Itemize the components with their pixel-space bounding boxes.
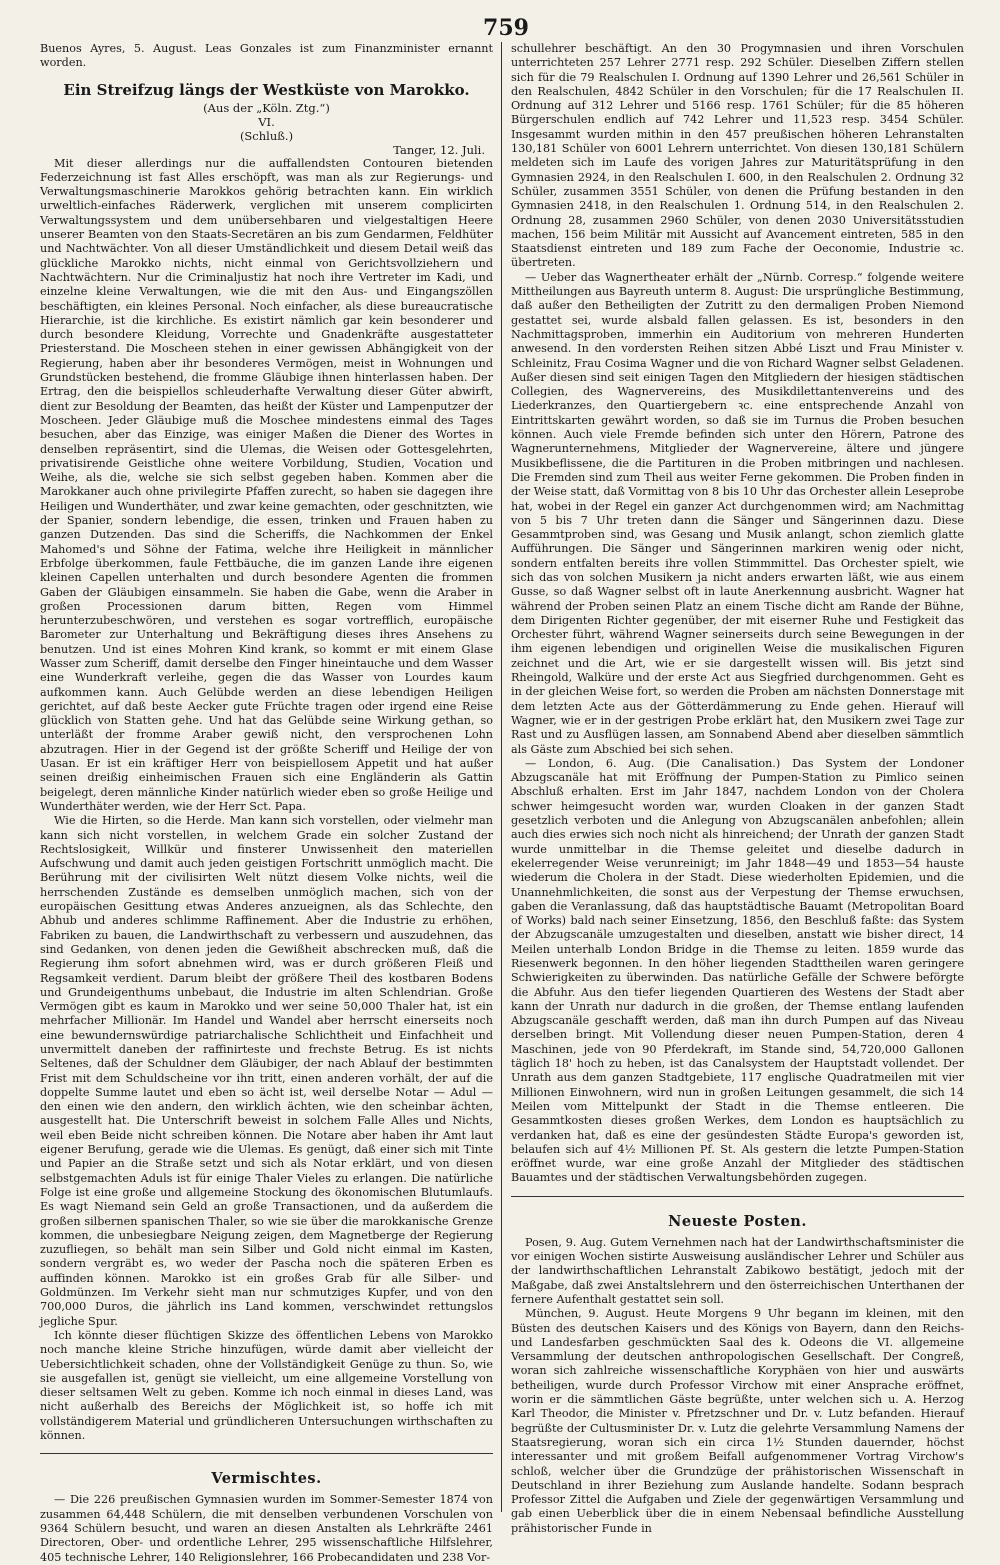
- news-paragraph: Posen, 9. Aug. Gutem Vernehmen nach hat der Landwirthschaftsminister die vor einigen Wochen sistirte Ausweisung ausländischer Lehrer und Schüler aus der landwirthschaftlichen Lehranstalt Zabikowo bestätigt, jedoch mit der Maßgabe, daß zwei Anstaltslehrern und den österreichischen Unterthanen der fernere Aufenthalt gestattet sein soll.: [511, 1235, 964, 1306]
- section-divider: [40, 1453, 493, 1454]
- article-paragraph: Mit dieser allerdings nur die auffallendsten Contouren bietenden Federzeichnung ist fast Alles erschöpft, was man als zur Regierungs- und Verwaltungsmaschinerie Marokkos gehörig betrachten kann. Ein wirklich urweltlich-einfaches Räderwerk, verglichen mit unserem complicirten Verwaltungssystem und dem unübersehbaren und vielgestaltigen Heere unserer Beamten von den Staats-Secretären an bis zum Gendarmen, Feldhüter und Nachtwächter. Von all dieser Umständlichkeit und diesem Detail weiß das glückliche Marokko nichts, nicht einmal von Gerichtsvollziehern und Nachtwächtern. Nur die Criminaljustiz hat noch ihre Vertreter im Kadi, und einzelne kleine Verwaltungen, wie die mit den Aus- und Eingangszöllen beschäftigten, ein kleines Personal. Noch einfacher, als diese bureaucratische Hierarchie, ist die kirchliche. Es existirt nämlich gar kein besonderer und durch besondere Kleidung, Vorrechte und Gnadenkräfte ausgestatteter Priesterstand. Die Moscheen stehen in einer gewissen Abhängigkeit von der Regierung, haben aber ihr besonderes Vermögen, meist in Wohnungen und Grundstücken bestehend, die fromme Gläubige ihnen hinterlassen haben. Der Ertrag, den die beispiellos schleuderhafte Verwaltung dieser Güter abwirft, dient zur Besoldung der Beamten, das heißt der Küster und Lampenputzer der Moscheen. Jeder Gläubige muß die Moschee mindestens einmal des Tages besuchen, aber das Einzige, was einiger Maßen die Diener des Wortes in denselben repräsentirt, sind die Ulemas, die Weisen oder Gottesgelehrten, privatisirende Geistliche ohne weitere Vorbildung, Studien, Vocation und Weihe, als die, welche sie sich selbst gegeben haben. Kommen aber die Marokkaner auch ohne privilegirte Pfaffen zurecht, so haben sie dagegen ihre Heiligen und Wunderthäter, und zwar keine gemachten, oder geschnitzten, wie der Spanier, sondern lebendige, die essen, trinken und Frauen haben zu ganzen Dutzenden. Das sind die Scheriffs, die Nachkommen der Enkel Mahomed's und Söhne der Fatima, welche ihre Heiligkeit in männlicher Erbfolge überkommen, faule Fettbäuche, die im ganzen Lande ihre eigenen kleinen Capellen unterhalten und durch besondere Agenten die frommen Gaben der Gläubigen einsammeln. Sie haben die Gabe, wenn die Araber in großen Processionen darum bitten, Regen vom Himmel herunterzubeschwören, und verstehen es sogar vortrefflich, europäische Barometer zur Unterhaltung und Bekräftigung dieses ihres Ansehens zu benutzen. Und ist eines Mohren Kind krank, so kommt er mit einem Glase Wasser zum Scheriff, damit derselbe den Finger hineintauche und dem Wasser eine Wunderkraft verleihe, gegen die das Wasser von Lourdes kaum aufkommen kann. Auch Gelübde werden an diese lebendigen Heiligen gerichtet, auf daß beste Aecker gute Früchte tragen oder irgend eine Reise glücklich von Statten gehe. Und hat das Gelübde seine Wirkung gethan, so unterläßt der fromme Araber gewiß nicht, den versprochenen Lohn abzutragen. Hier in der Gegend ist der größte Scheriff und Heilige der von Uasan. Er ist ein kräftiger Herr von beispiellosem Appetit und hat außer seinen dreißig einheimischen Frauen sich eine Engländerin als Gattin beigelegt, deren männliche Kinder natürlich wieder eben so große Heilige und Wunderthäter werden, wie der Herr Sct. Papa.: [40, 156, 493, 813]
- news-paragraph: München, 9. August. Heute Morgens 9 Uhr begann im kleinen, mit den Büsten des deutschen Kaisers und des Königs von Bayern, dann den Reichs- und Landesfarben geschmückten Saal des k. Odeons die VI. allgemeine Versammlung der deutschen anthropologischen Gesellschaft. Der Congreß, woran sich zahlreiche wissenschaftliche Koryphäen von hier und auswärts betheiligen, wurde durch Professor Virchow mit einer Ansprache eröffnet, worin er die sämmtlichen Gäste begrüßte, unter welchen sich u. A. Herzog Karl Theodor, die Minister v. Pfretzschner und Dr. v. Lutz befanden. Hierauf begrüßte der Cultusminister Dr. v. Lutz die gelehrte Versammlung Namens der Staatsregierung, woran sich ein circa 1½ Stunden dauernder, höchst interessanter und mit großem Beifall aufgenommener Vortrag Virchow's schloß, welcher über die Grundzüge der prähistorischen Wissenschaft in Deutschland in ihrer Beziehung zum Auslande handelte. Sodann besprach Professor Zittel die Aufgaben und Ziele der gegenwärtigen Versammlung und gab einen Ueberblick über die in einem Nebensaal befindliche Ausstellung prähistorischer Funde in: [511, 1307, 964, 1535]
- article-title: Ein Streifzug längs der Westküste von Marokko.: [63, 80, 470, 99]
- misc-paragraph: — Die 226 preußischen Gymnasien wurden im Sommer-Semester 1874 von zusammen 64,448 Schülern, die mit denselben verbundenen Vorschulen von 9364 Schülern besucht, und waren an diesen Anstalten als Lehrkräfte 2461 Directoren, Ober- und ordentliche Lehrer, 295 wissenschaftliche Hilfslehrer, 405 technische Lehrer, 140 Religionslehrer, 166 Probecandidaten und 238 Vor-: [40, 1493, 493, 1564]
- intro-notice: Buenos Ayres, 5. August. Leas Gonzales ist zum Finanzminister ernannt worden.: [40, 42, 493, 70]
- misc-paragraph: — Ueber das Wagnertheater erhält der „Nürnb. Corresp.“ folgende weitere Mittheilungen aus Bayreuth unterm 8. August: Die ursprüngliche Bestimmung, daß außer den Betheiligten der Zutritt zu den dermaligen Proben Niemond gestattet sei, wurde alsbald fallen gelassen. Es ist, besonders in den Nachmittagsproben, immerhin ein Auditorium von mehreren Hunderten anwesend. In den vordersten Reihen sitzen Abbé Liszt und Frau Minister v. Schleinitz, Frau Cosima Wagner und die von Richard Wagner selbst Geladenen. Außer diesen sind seit einigen Tagen den Mitgliedern der hiesigen städtischen Collegien, des Wagnervereins, des Musikdilettantenvereins und des Liederkranzes, den Quartiergebern ꝛc. eine entsprechende Anzahl von Eintrittskarten gewährt worden, so daß sie im Turnus die Proben besuchen können. Auch viele Fremde befinden sich unter den Hörern, Patrone des Wagnerunternehmens, Mitglieder der Wagnervereine, ältere und jüngere Musikbeflissene, die die Partituren in die Proben mitbringen und nachlesen. Die Fremden sind zum Theil aus weiter Ferne gekommen. Die Proben finden in der Weise statt, daß Vormittag von 8 bis 10 Uhr das Orchester allein Leseprobe hat, wobei in der Regel ein ganzer Act durchgenommen wird; am Nachmittag von 5 bis 7 Uhr treten dann die Sänger und Sängerinnen dazu. Diese Gesammtproben sind, was Gesang und Musik anlangt, schon ziemlich glatte Aufführungen. Die Sänger und Sängerinnen markiren wenig oder nicht, sondern entfalten bereits ihre vollen Stimmmittel. Das Orchester spielt, wie sich das von solchen Musikern ja nicht anders erwarten läßt, wie aus einem Gusse, so daß Wagner selbst oft in laute Anerkennung ausbricht. Wagner hat während der Proben seinen Platz an einem Tische dicht am Rande der Bühne, dem Dirigenten Richter gegenüber, der mit eiserner Ruhe und Festigkeit das Orchester führt, während Wagner seinerseits durch seine Bewegungen in der ihm eigenen lebendigen und originellen Weise die musikalischen Figuren zeichnet und die Art, wie er sie dargestellt wissen will. Bis jetzt sind Rheingold, Walküre und der erste Act aus Siegfried durchgenommen. Geht es in der gleichen Weise fort, so werden die Proben am nächsten Donnerstage mit dem letzten Acte aus der Götterdämmerung zu Ende gehen. Hierauf will Wagner, wie er in der gestrigen Probe erklärt hat, den Musikern zwei Tage zur Rast und zu Ausflügen lassen, am Sonnabend Abend aber dieselben sämmtlich als Gäste zum Abschied bei sich sehen.: [511, 270, 964, 756]
- page-number: 759: [483, 15, 529, 41]
- misc-section-title: Vermischtes.: [211, 1470, 322, 1488]
- news-section-title: Neueste Posten.: [668, 1212, 807, 1230]
- right-column: [502, 42, 964, 1535]
- article-part: VI.: [258, 114, 275, 129]
- misc-paragraph: schullehrer beschäftigt. An den 30 Progymnasien und ihren Vorschulen unterrichteten 257 Lehrer 2771 resp. 292 Schüler. Dieselben Ziffern stellen sich für die 79 Realschulen I. Ordnung auf 1390 Lehrer und 26,561 Schüler in den Realschulen, 4842 Schüler in den Vorschulen; für die 17 Realschulen II. Ordnung auf 312 Lehrer und 5166 resp. 1761 Schüler; für die 85 höheren Bürgerschulen endlich auf 742 Lehrer und 11,523 resp. 3454 Schüler. Insgesammt wurden mithin in den 457 preußischen höheren Lehranstalten 130,181 Schüler von 6001 Lehrern unterrichtet. Von diesen 130,181 Schülern meldeten sich im Laufe des vorigen Jahres zur Maturitätsprüfung in den Gymnasien 2924, in den Realschulen I. 600, in den Realschulen 2. Ordnung 32 Schüler, zusammen 3551 Schüler, von denen die Prüfung bestanden in den Gymnasien 2418, in den Realschulen 1. Ordnung 514, in den Realschulen 2. Ordnung 28, zusammen 2960 Schüler, von denen 2030 Universitätsstudien machen, 156 beim Militär mit Aussicht auf Avancement eintreten, 585 in den Staatsdienst eintreten und 189 zum Fache der Oeconomie, Industrie ꝛc. übertreten.: [511, 42, 964, 270]
- article-source: (Aus der „Köln. Ztg.“): [203, 100, 330, 115]
- section-divider: [511, 1196, 964, 1197]
- article-paragraph: Wie die Hirten, so die Herde. Man kann sich vorstellen, oder vielmehr man kann sich nicht vorstellen, in welchem Grade ein solcher Zustand der Rechtslosigkeit, Willkür und finsterer Unwissenheit den materiellen Aufschwung und damit auch jeden geistigen Fortschritt unmöglich macht. Die Berührung mit der civilisirten Welt nützt diesem Volke nichts, weil die herrschenden Zustände es demselben unmöglich machen, sich von der europäischen Gesittung etwas Anderes anzueignen, als das Schlechte, den Abhub und anderes schlimme Raffinement. Aber die Industrie zu erhöhen, Fabriken zu bauen, die Landwirthschaft zu verbessern und auszudehnen, das sind Gedanken, von denen jeden die Gewißheit abschrecken muß, daß die Regierung ihm sofort abnehmen wird, was er durch größeren Fleiß und Regsamkeit verdient. Darum bleibt der größere Theil des kostbaren Bodens und Grundeigenthums unbebaut, die Industrie im alten Schlendrian. Große Vermögen gibt es kaum in Marokko und wer seine 50,000 Thaler hat, ist ein mehrfacher Millionär. Im Handel und Wandel aber herrscht einerseits noch eine bewundernswürdige patriarchalische Schlichtheit und Einfachheit und unvermittelt daneben der raffinirteste und frechste Betrug. Es ist nichts Seltenes, daß der Schuldner dem Gläubiger, der nach Ablauf der bestimmten Frist mit dem Schuldscheine vor ihn tritt, einen anderen vorhält, der auf die doppelte Summe lautet und eben so ächt ist, weil derselbe Notar — Adul — den einen wie den andern, den wirklich ächten, wie den scheinbar ächten, ausgestellt hat. Die Unterschrift beweist in solchem Falle Alles und Nichts, weil eben Beide nicht schreiben können. Die Notare aber haben ihr Amt laut eigener Berufung, gerade wie die Ulemas. Es genügt, daß einer sich mit Tinte und Papier an die Straße setzt und sich als Notar erklärt, und von diesen selbstgemachten Aduls ist für einige Thaler Vieles zu erlangen. Die natürliche Folge ist eine große und allgemeine Stockung des ökonomischen Blutumlaufs. Es wagt Niemand sein Geld an große Transactionen, und da außerdem die großen silbernen spanischen Thaler, so wie sie über die marokkanische Grenze kommen, die unbesiegbare Neigung zeigen, dem Magnetberge der Regierung zuzufliegen, so behält man sein Silber und Gold nicht einmal im Kasten, sondern vergräbt es, wo weder der Pascha noch die späteren Erben es auffinden können. Marokko ist ein großes Grab für alle Silber- und Goldmünzen. Im Verkehr sieht man nur schmutziges Kupfer, und von den 700,000 Duros, die jährlich ins Land kommen, verschwindet rettungslos jegliche Spur.: [40, 814, 493, 1328]
- left-column: [40, 42, 502, 1564]
- misc-paragraph: — London, 6. Aug. (Die Canalisation.) Das System der Londoner Abzugscanäle hat mit Eröffnung der Pumpen-Station zu Pimlico seinen Abschluß erhalten. Erst im Jahr 1847, nachdem London von der Cholera schwer heimgesucht worden war, wurden Cloaken in der ganzen Stadt gesetzlich verboten und die Anlegung von Abzugscanälen anbefohlen; allein auch dies erwies sich noch nicht als hinreichend; der Unrath der ganzen Stadt wurde unmittelbar in die Themse geleitet und dieselbe dadurch in ekelerregender Weise verunreinigt; im Jahr 1848—49 und 1853—54 hauste wiederum die Cholera in der Stadt. Diese wiederholten Epidemien, und die Unannehmlichkeiten, die sonst aus der Verpestung der Themse erwuchsen, gaben die Veranlassung, daß das hauptstädtische Bauamt (Metropolitan Board of Works) bald nach seiner Einsetzung, 1856, den Beschluß faßte: das System der Abzugscanäle umzugestalten und dieselben, anstatt wie bisher direct, 14 Meilen unterhalb London Bridge in die Themse zu leiten. 1859 wurde das Riesenwerk begonnen. In den höher liegenden Stadttheilen waren geringere Schwierigkeiten zu überwinden. Das natürliche Gefälle der Schwere beförgte die Abfuhr. Aus den tiefer liegenden Quartieren des Westens der Stadt aber kann der Unrath nur dadurch in die großen, der Themse entlang laufenden Abzugscanäle geschafft werden, daß man ihn durch Pumpen auf das Niveau derselben bringt. Mit Vollendung dieser neuen Pumpen-Station, deren 4 Maschinen, jede von 90 Pferdekraft, im Stande sind, 54,720,000 Gallonen täglich 18' hoch zu heben, ist das Canalsystem der Hauptstadt vollendet. Der Unrath aus dem ganzen Stadtgebiete, 117 englische Quadratmeilen mit vier Millionen Einwohnern, wird nun in großen Leitungen gesammelt, die sich 14 Meilen vom Mittelpunkt der Stadt in die Themse entleeren. Die Gesammtkosten dieses großen Werkes, dem London es hauptsächlich zu verdanken hat, daß es eine der gesündesten Städte Europa's geworden ist, belaufen sich auf 4½ Millionen Pf. St. Als gestern die letzte Pumpen-Station eröffnet wurde, war eine große Anzahl der Mitglieder des städtischen Bauamtes und der städtischen Verwaltungsbehörden zugegen.: [511, 756, 964, 1185]
- article-dateline: Tanger, 12. Juli.: [393, 142, 485, 157]
- article-conclusion-note: (Schluß.): [239, 128, 294, 143]
- article-paragraph: Ich könnte dieser flüchtigen Skizze des öffentlichen Lebens von Marokko noch manche kleine Striche hinzufügen, würde damit aber vielleicht der Uebersichtlichkeit schaden, ohne der Vollständigkeit Genüge zu thun. So, wie sie ausgefallen ist, genügt sie vielleicht, um eine allgemeine Vorstellung von dieser seltsamen Welt zu geben. Komme ich noch einmal in dieses Land, was nicht außerhalb des Bereichs der Möglichkeit ist, so hoffe ich mit vollständigerem Material und gründlicheren Untersuchungen wirthschaften zu können.: [40, 1328, 493, 1443]
- columns: [40, 42, 972, 1564]
